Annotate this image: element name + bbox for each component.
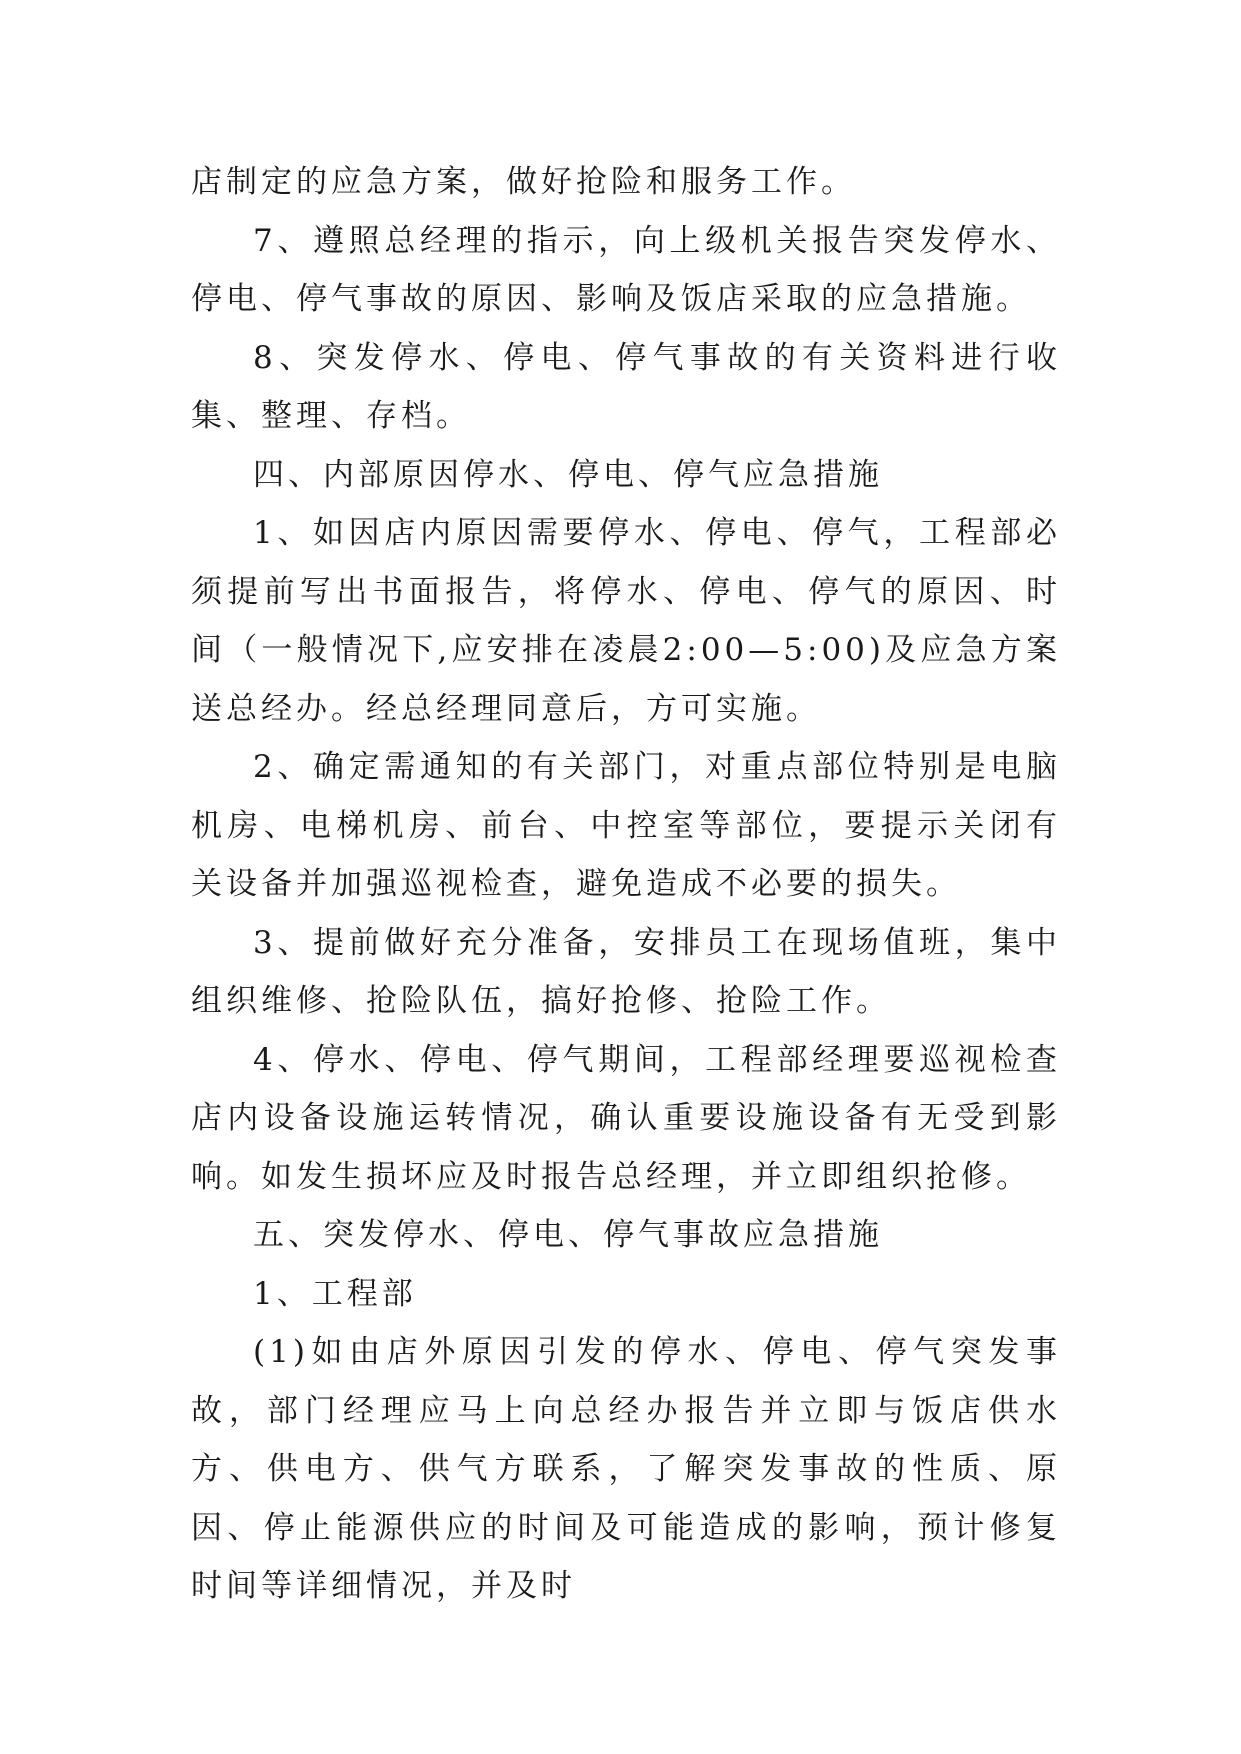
paragraph-item-8: 8、突发停水、停电、停气事故的有关资料进行收集、整理、存档。 — [191, 339, 1061, 434]
document-page — [191, 153, 1061, 1616]
paragraph-item-3: 3、提前做好充分准备，安排员工在现场值班，集中组织维修、抢险队伍，搞好抢修、抢险工作。 — [191, 924, 1061, 1019]
section-heading-5: 五、突发停水、停电、停气事故应急措施 — [253, 1217, 883, 1253]
paragraph-item-2: 2、确定需通知的有关部门，对重点部位特别是电脑机房、电梯机房、前台、中控室等部位，要提示关闭有关设备并加强巡视检查，避免造成不必要的损失。 — [191, 749, 1061, 902]
section-heading-4: 四、内部原因停水、停电、停气应急措施 — [253, 456, 883, 493]
subsection-heading-engineering: 1、工程部 — [253, 1275, 417, 1312]
paragraph-item-7: 7、遵照总经理的指示，向上级机关报告突发停水、停电、停气事故的原因、影响及饭店采取的应急措施。 — [191, 222, 1061, 317]
paragraph-continuation: 店制定的应急方案，做好抢险和服务工作。 — [191, 164, 856, 200]
paragraph-item-4: 4、停水、停电、停气期间，工程部经理要巡视检查店内设备设施运转情况，确认重要设施设备有无受到影响。如发生损坏应及时报告总经理，并立即组织抢修。 — [191, 1041, 1061, 1195]
paragraph-item-1: 1、如因店内原因需要停水、停电、停气，工程部必须提前写出书面报告，将停水、停电、停气的原因、时间（一般情况下,应安排在凌晨2:00—5:00)及应急方案送总经办。经总经理同意后，方可实施。 — [191, 515, 1061, 727]
paragraph-subitem-1: (1)如由店外原因引发的停水、停电、停气突发事故，部门经理应马上向总经办报告并立即与饭店供水方、供电方、供气方联系，了解突发事故的性质、原因、停止能源供应的时间及可能造成的影响，预计修复时间等详细情况，并及时 — [191, 1334, 1061, 1604]
